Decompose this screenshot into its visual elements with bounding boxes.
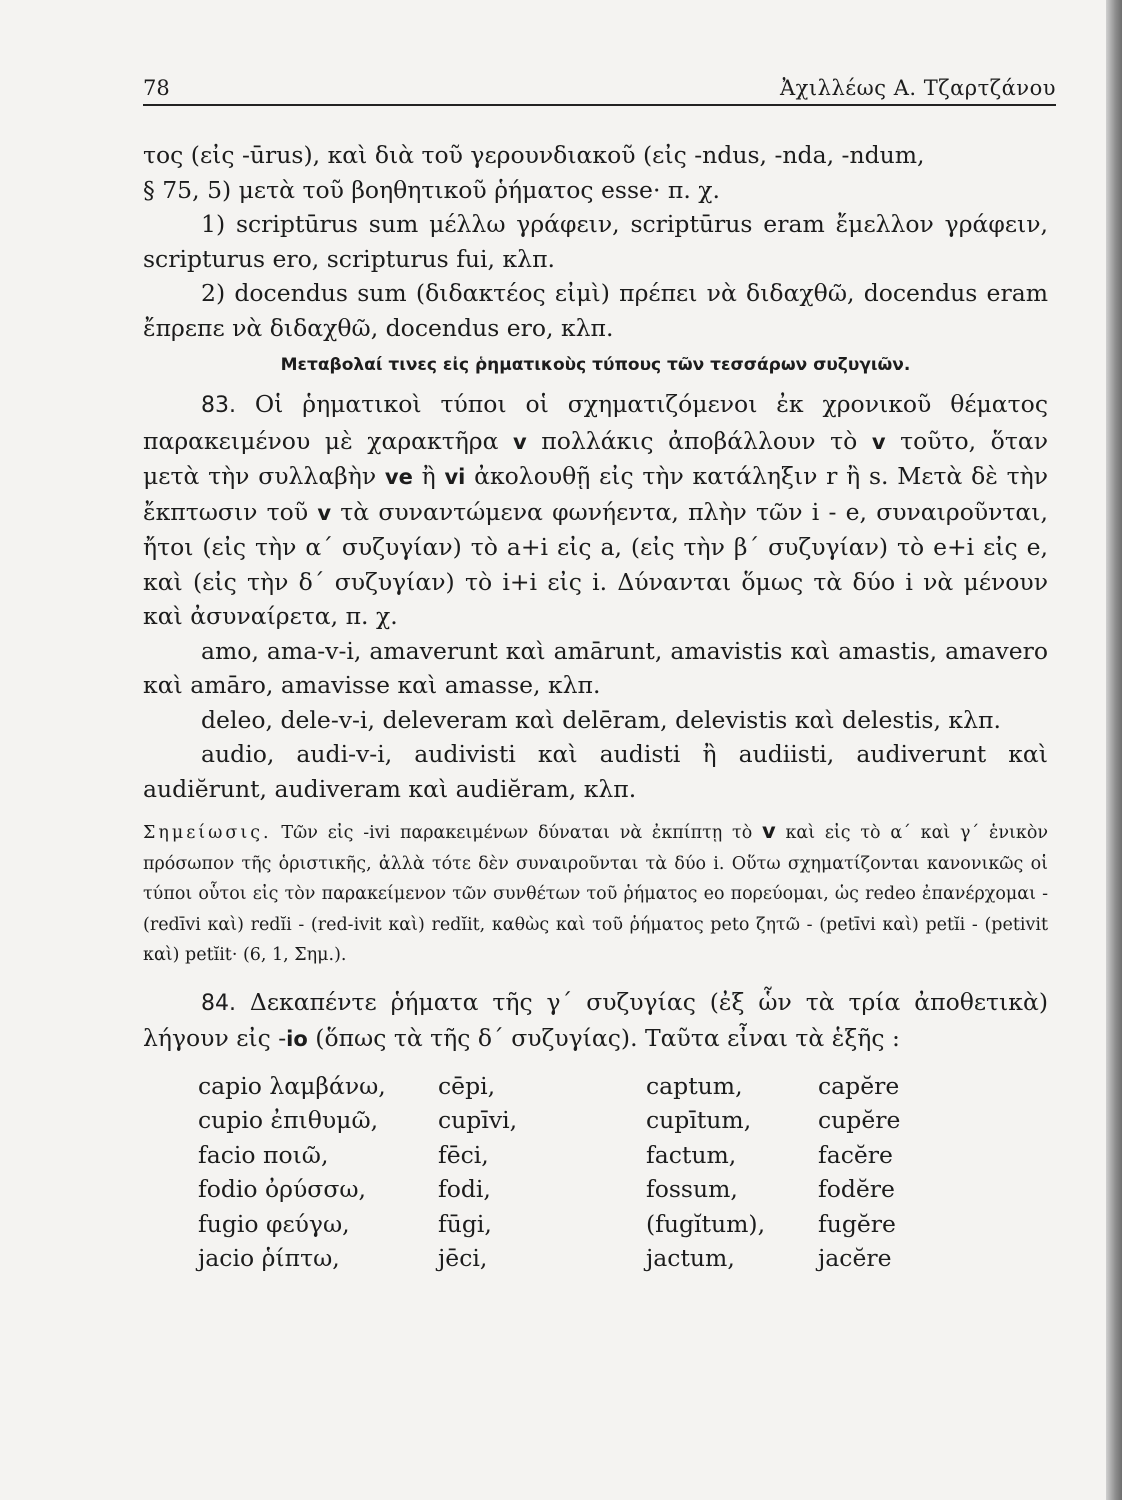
example-amo: amo, ama-v-i, amaverunt καὶ amārunt, amavistis καὶ amastis, amavero καὶ amāro, amavisse καὶ amasse, κλπ. — [143, 636, 1048, 699]
table-row: fugio φεύγω, fūgi, (fugĭtum), fugĕre — [198, 1209, 896, 1238]
running-header — [143, 74, 1056, 106]
example-audio: audio, audi-v-i, audivisti καὶ audisti ἢ audiisti, audiverunt καὶ audiĕrunt, audiveram καὶ audiĕram, κλπ. — [143, 740, 1048, 803]
section-84-paragraph: 84. Δεκαπέντε ῥήματα τῆς γ΄ συζυγίας (ἐξ ὧν τὰ τρία ἀποθετικὰ) λήγουν εἰς -io (ὅπως τὰ τῆς δ΄ συζυγίας). Ταῦτα εἶναι τὰ ἑξῆς : — [143, 987, 1048, 1052]
page-number: 78 — [143, 76, 170, 100]
running-title: Ἀχιλλέως Α. Τζαρτζάνου — [780, 76, 1056, 100]
example-deleo: deleo, dele-v-i, deleveram καὶ delēram, delevistis καὶ delestis, κλπ. — [201, 705, 1001, 734]
section-subheading: Μεταβολαί τινες εἰς ῥηματικοὺς τύπους τῶν τεσσάρων συζυγιῶν. — [280, 355, 911, 375]
example-scripturus: 1) scriptūrus sum μέλλω γράφειν, scriptūrus eram ἔμελλον γράφειν, scripturus ero, scripturus fui, κλπ. — [143, 210, 1048, 273]
page-binding-edge — [1106, 0, 1122, 1500]
table-row: fodio ὀρύσσω, fodi, fossum, fodĕre — [198, 1175, 895, 1203]
section-83-paragraph: 83. Οἱ ῥηματικοὶ τύποι οἱ σχηματιζόμενοι ἐκ χρονικοῦ θέματος παρακειμένου μὲ χαρακτῆρα v πολλάκις ἀποβάλλουν τὸ v τοῦτο, ὅταν μετὰ τὴν συλλαβὴν ve ἢ vi ἀκολουθῇ εἰς τὴν κατάληξιν r ἢ s. Μετὰ δὲ τὴν ἔκπτωσιν τοῦ v τὰ συναντώμενα φωνήεντα, πλὴν τῶν i - e, συναιροῦνται, ἤτοι (εἰς τὴν α΄ συζυγίαν) τὸ a+i εἰς a, (εἰς τὴν β΄ συζυγίαν) τὸ e+i εἰς e, καὶ (εἰς τὴν δ΄ συζυγίαν) τὸ i+i εἰς i. Δύνανται ὅμως τὰ δύο i νὰ μένουν καὶ ἀσυναίρετα, π. χ. — [143, 390, 1049, 630]
page-body — [143, 138, 1048, 1276]
intro-line-1: τος (εἰς -ūrus), καὶ διὰ τοῦ γερουνδιακοῦ (εἰς -ndus, -nda, -ndum, — [143, 141, 925, 169]
table-row: cupio ἐπιθυμῶ, cupīvi, cupītum, cupĕre — [198, 1106, 901, 1134]
note-label: Σημείωσις. — [143, 823, 272, 843]
verb-table — [198, 1069, 978, 1276]
table-row: jacio ῥίπτω, jēci, jactum, jacĕre — [198, 1244, 892, 1272]
section-number: 83. — [201, 393, 236, 418]
example-docendus: 2) docendus sum (διδακτέος εἰμὶ) πρέπει νὰ διδαχθῶ, docendus eram ἔπρεπε νὰ διδαχθῶ, docendus ero, κλπ. — [143, 279, 1048, 342]
note-block — [143, 816, 1048, 971]
table-row: capio λαμβάνω, cēpi, captum, capĕre — [198, 1071, 900, 1100]
section-number: 84. — [201, 990, 236, 1016]
intro-line-2: § 75, 5) μετὰ τοῦ βοηθητικοῦ ῥήματος esse· π. χ. — [143, 175, 720, 204]
note-text: Σημείωσις. Τῶν εἰς -ivi παρακειμένων δύναται νὰ ἐκπίπτῃ τὸ v καὶ εἰς τὸ α΄ καὶ γ΄ ἑνικὸν πρόσωπον τῆς ὁριστικῆς, ἀλλὰ τότε δὲν συναιροῦνται τὰ δύο i. Οὕτω σχηματίζονται κανονικῶς οἱ τύποι οὗτοι εἰς τὸν παρακείμενον τῶν συνθέτων τοῦ ῥήματος eo πορεύομαι, ὡς redeo ἐπανέρχομαι - (redīvi καὶ) redĭi - (red-ivit καὶ) redĭit, καθὼς καὶ τοῦ ῥήματος peto ζητῶ - (petīvi καὶ) petĭi - (petivit καὶ) petĭit· (6, 1, Σημ.). — [143, 819, 1048, 965]
table-row: facio ποιῶ, fēci, factum, facĕre — [198, 1140, 893, 1169]
